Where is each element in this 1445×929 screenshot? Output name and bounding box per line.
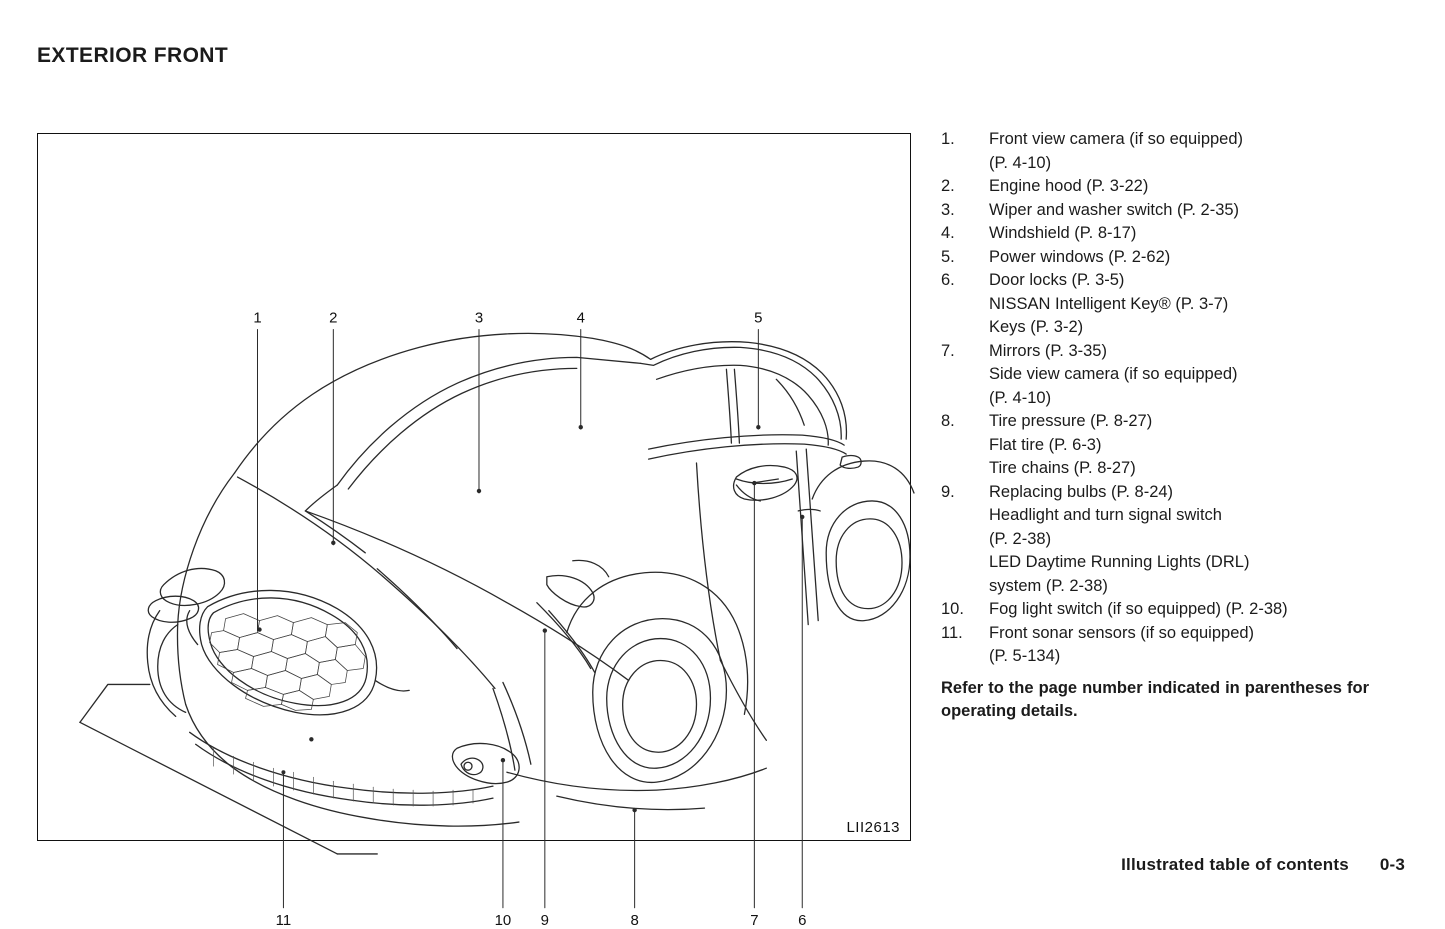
list-item xyxy=(941,340,1381,364)
list-item xyxy=(941,246,1381,270)
operating-details-note: Refer to the page number indicated in parentheses for operating details. xyxy=(941,678,1369,720)
callout-10: 10 xyxy=(494,911,512,929)
callout-7: 7 xyxy=(750,911,759,929)
item-subline: NISSAN Intelligent Key® (P. 3-7) xyxy=(989,294,1229,313)
vehicle-diagram-figure xyxy=(37,133,911,929)
item-label: Fog light switch (if so equipped) (P. 2-38) xyxy=(989,600,1288,618)
item-subline: (P. 4-10) xyxy=(989,153,1052,172)
item-label: Door locks (P. 3-5) xyxy=(989,271,1125,289)
item-number: 11. xyxy=(941,623,963,642)
list-item xyxy=(941,128,1381,152)
item-label: Mirrors (P. 3-35) xyxy=(989,341,1107,360)
item-subline: (P. 2-38) xyxy=(989,529,1052,548)
item-subline: LED Daytime Running Lights (DRL) xyxy=(989,553,1250,571)
item-label: Front sonar sensors (if so equipped) xyxy=(989,623,1255,642)
list-item xyxy=(941,598,1381,622)
footer-page-number: 0-3 xyxy=(1379,855,1405,874)
footer-label: Illustrated table of contents xyxy=(1121,855,1349,874)
item-label: Windshield (P. 8-17) xyxy=(989,224,1137,242)
item-subline: system (P. 2-38) xyxy=(989,576,1108,595)
figure-id-label: LII2613 xyxy=(846,819,900,836)
page-title: EXTERIOR FRONT xyxy=(37,44,229,67)
item-subline: Side view camera (if so equipped) xyxy=(989,365,1238,383)
item-number: 2. xyxy=(941,177,955,195)
vehicle-line-drawing xyxy=(38,134,910,929)
callout-8: 8 xyxy=(630,911,639,929)
callout-6: 6 xyxy=(798,911,807,929)
item-subline: Flat tire (P. 6-3) xyxy=(989,435,1102,454)
item-label: Wiper and washer switch (P. 2-35) xyxy=(989,200,1240,219)
item-number: 1. xyxy=(941,130,955,148)
item-label: Front view camera (if so equipped) xyxy=(989,130,1244,148)
item-number: 8. xyxy=(941,412,955,430)
list-item xyxy=(941,410,1381,434)
callout-2: 2 xyxy=(329,309,338,327)
item-number: 5. xyxy=(941,247,955,266)
item-number: 3. xyxy=(941,200,955,219)
page-footer xyxy=(1121,855,1405,875)
item-subline: Keys (P. 3-2) xyxy=(989,318,1084,336)
item-subline: Headlight and turn signal switch xyxy=(989,506,1222,524)
callout-11: 11 xyxy=(275,911,292,929)
list-item xyxy=(941,269,1381,293)
list-item xyxy=(941,175,1381,199)
item-subline: (P. 4-10) xyxy=(989,388,1052,407)
item-number: 7. xyxy=(941,341,955,360)
item-number: 9. xyxy=(941,482,955,501)
item-number: 4. xyxy=(941,224,955,242)
callout-4: 4 xyxy=(576,309,585,327)
callout-3: 3 xyxy=(474,309,484,327)
item-label: Engine hood (P. 3-22) xyxy=(989,177,1149,195)
item-number: 10. xyxy=(941,600,964,618)
item-number: 6. xyxy=(941,271,955,289)
list-item xyxy=(941,622,1381,646)
list-item xyxy=(941,222,1381,246)
item-label: Replacing bulbs (P. 8-24) xyxy=(989,482,1174,501)
item-label: Power windows (P. 2-62) xyxy=(989,247,1171,266)
illustrated-contents-list xyxy=(941,128,1381,723)
list-item xyxy=(941,481,1381,505)
callout-9: 9 xyxy=(540,911,550,929)
list-item xyxy=(941,199,1381,223)
callout-1: 1 xyxy=(253,309,262,327)
item-subline: Tire chains (P. 8-27) xyxy=(989,459,1136,477)
item-subline: (P. 5-134) xyxy=(989,647,1061,665)
item-label: Tire pressure (P. 8-27) xyxy=(989,412,1153,430)
callout-5: 5 xyxy=(754,309,763,327)
